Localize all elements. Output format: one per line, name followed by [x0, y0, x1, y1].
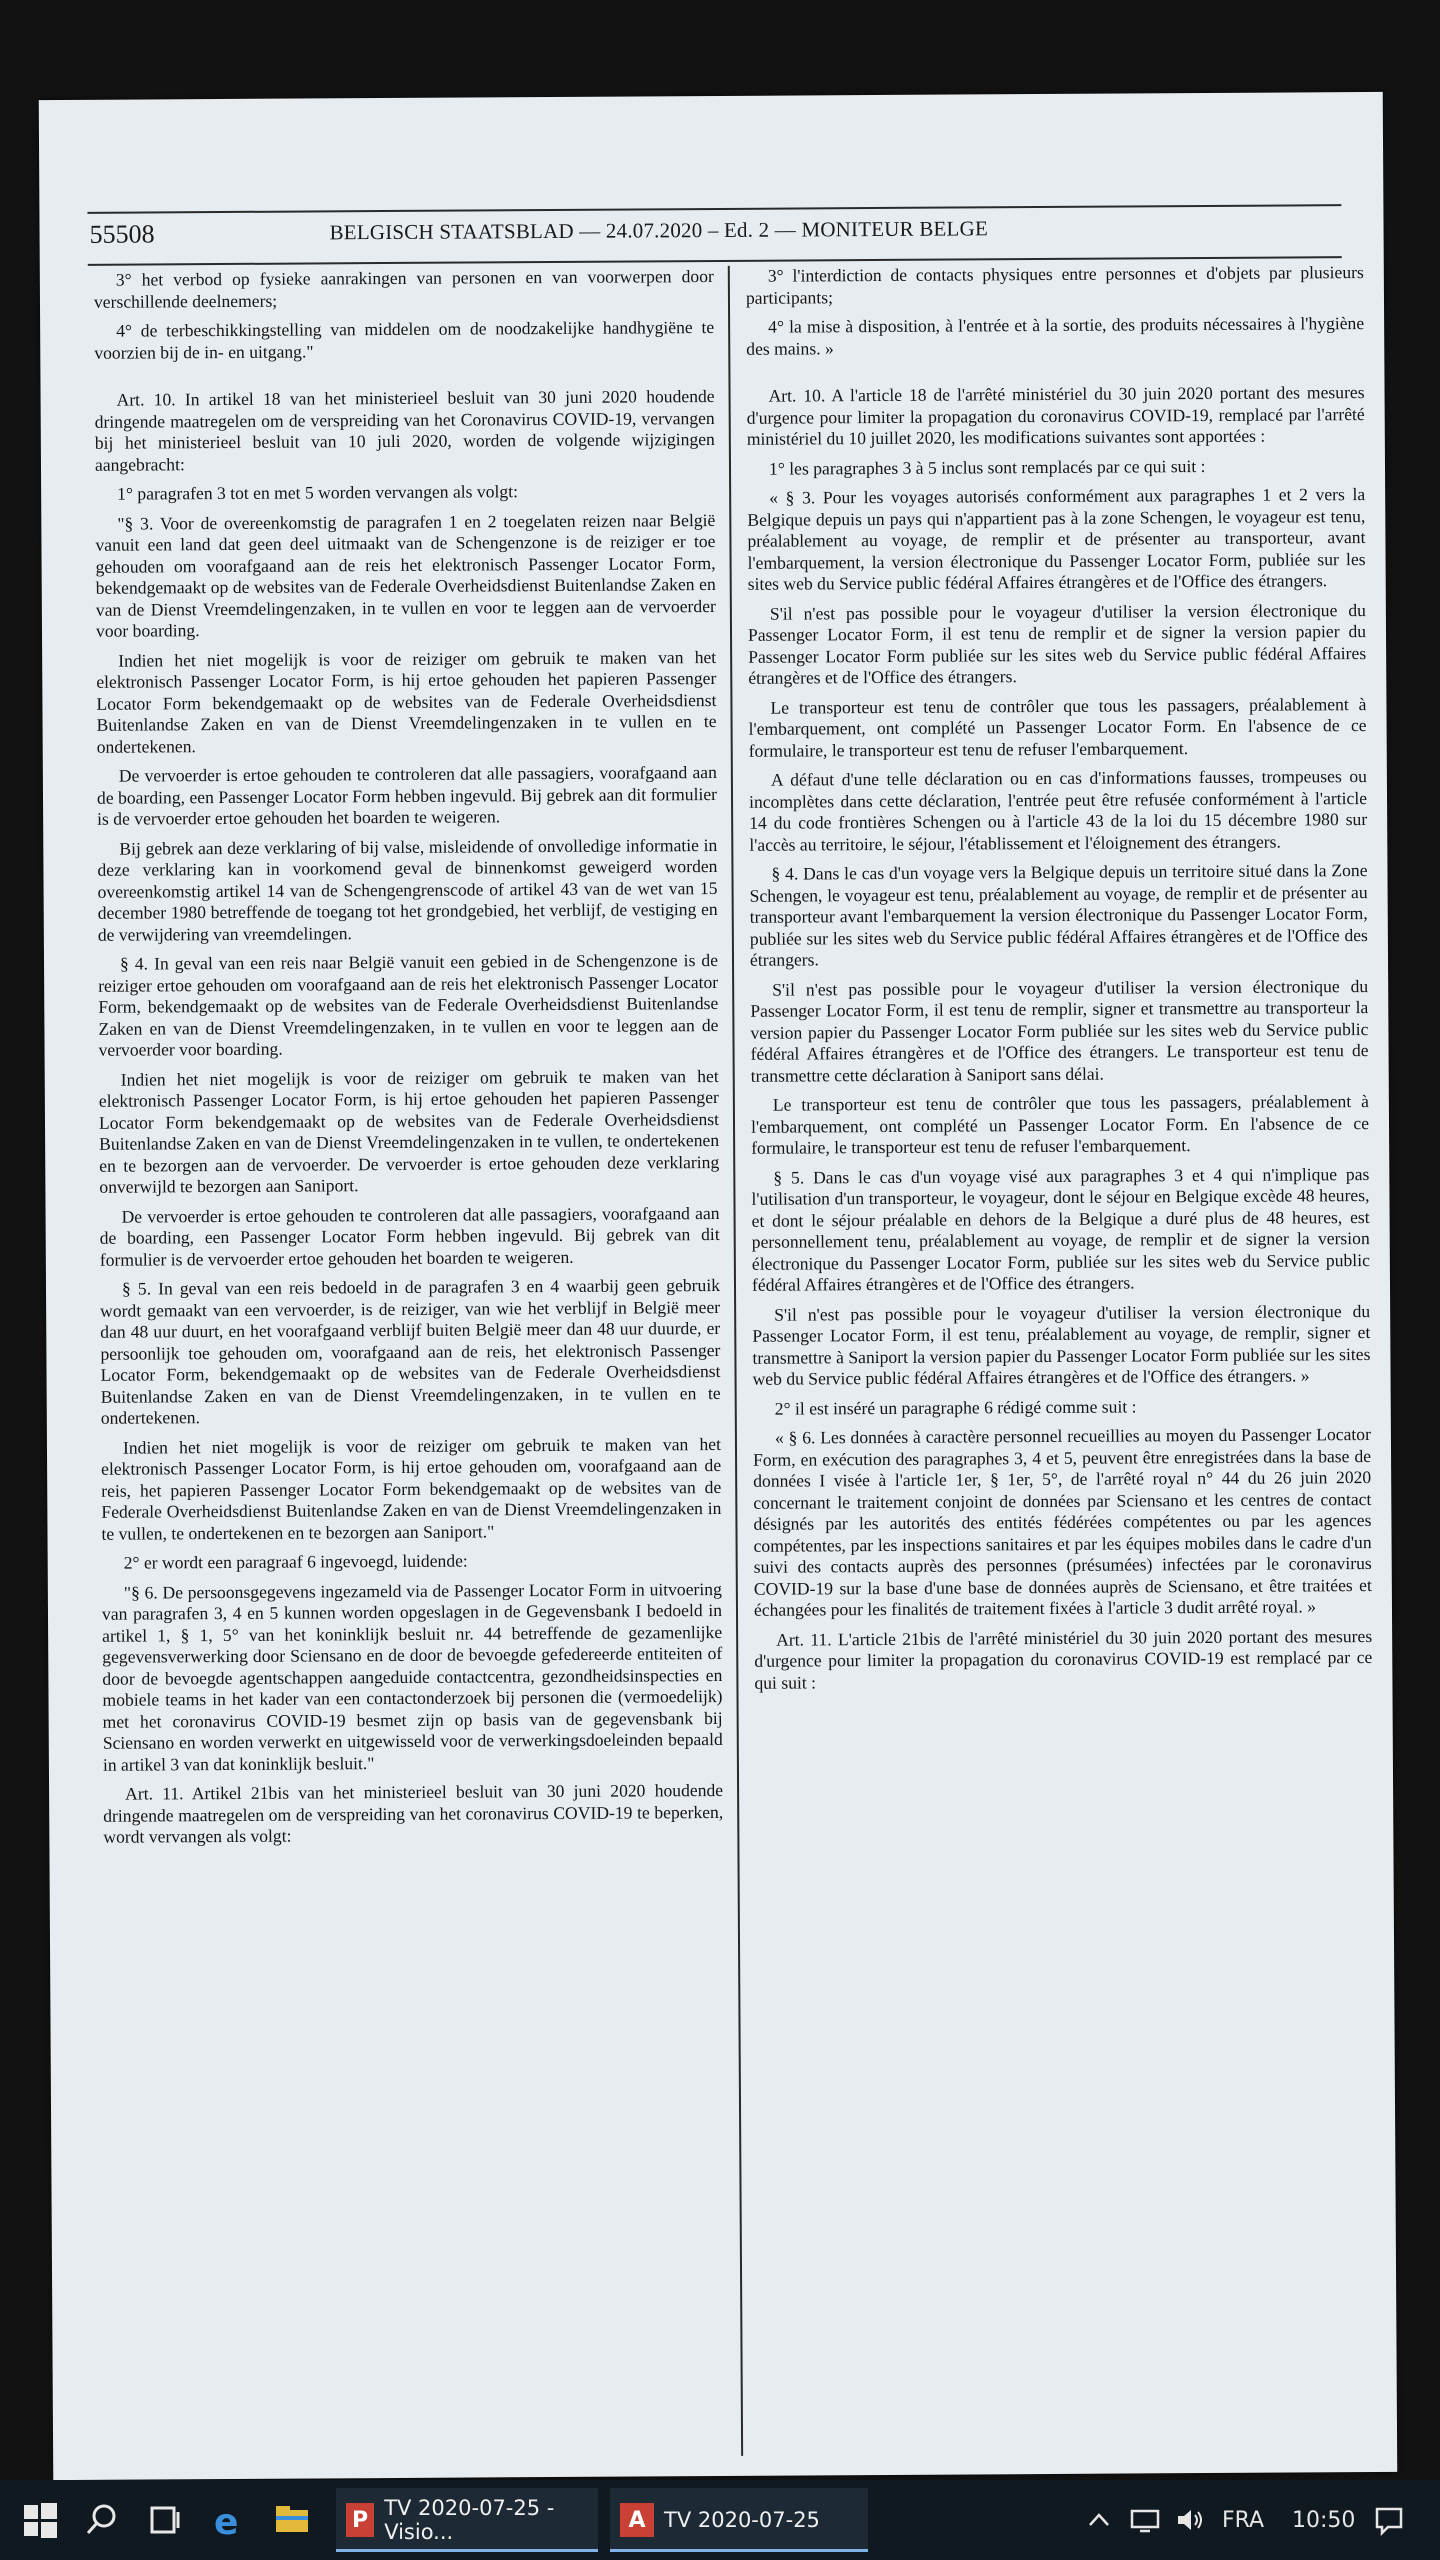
show-hidden-icons[interactable] — [1084, 2480, 1114, 2560]
paragraph-nl: Art. 10. In artikel 18 van het ministerieel besluit van 30 juni 2020 houdende dringende maatregelen om de verspreiding van het Coronavirus COVID-19, vervangen bij het ministerieel besluit van 10 juli 2020, worden de volgende wijzigingen aangebracht: — [94, 386, 715, 475]
language-indicator[interactable]: FRA — [1222, 2507, 1265, 2533]
paragraph-nl: § 5. In geval van een reis bedoeld in de paragrafen 3 en 4 waarbij geen gebruik wordt gemaakt van een vervoerder, is de reiziger, van wie het verblijf in België meer dan 48 uur duurt, en het voorafgaand verblijf buiten België meer dan 48 uur duurde, er persoonlijk toe gehouden om, voorafgaand aan de reis, het elektronisch Passenger Locator Form, bekendgemaakt op de websites van de Federale Overheidsdienst Buitenlandse Zaken en van de Dienst Vreemdelingenzaken, in te vullen en te ondertekenen. — [100, 1274, 721, 1428]
paragraph-fr: 3° l'interdiction de contacts physiques entre personnes et d'objets par plusieurs participants; — [745, 262, 1364, 308]
notification-icon[interactable] — [1372, 2480, 1406, 2560]
window-label: TV 2020-07-25 — [664, 2508, 820, 2532]
paragraph-nl: Indien het niet mogelijk is voor de reiziger om gebruik te maken van het elektronisch Passenger Locator Form, is hij ertoe gehouden het papieren Passenger Locator Form bekendgemaakt op de websites van de Federale Overheidsdienst Buitenlandse Zaken en van de Dienst Vreemdelingenzaken in te vullen, te ondertekenen en te bezorgen aan de vervoerder. De vervoerder is ertoe gehouden deze verklaring onverwijld te bezorgen aan Saniport. — [98, 1065, 720, 1197]
paragraph-nl: "§ 3. Voor de overeenkomstig de paragrafen 1 en 2 toegelaten reizen naar België vanuit een land dat geen deel uitmaakt van de Schengenzone is de reiziger er toe gehouden om voorafgaand aan de reis het elektronisch Passenger Locator Form, bekendgemaakt op de websites van de Federale Overheidsdienst Buitenlandse Zaken en van de Dienst Vreemdelingenzaken, in te vullen en voor te leggen aan de vervoerder voor boarding. — [95, 509, 716, 641]
paragraph-fr: 2° il est inséré un paragraphe 6 rédigé comme suit : — [774, 1395, 1137, 1419]
paragraph-nl: § 4. In geval van een reis naar België vanuit een gebied in de Schengenzone is de reiziger ertoe gehouden om voorafgaand aan de reis het elektronisch Passenger Locator Form, bekendgemaakt op de websites van de Federale Overheidsdienst Buitenlandse Zaken en van de Dienst Vreemdelingenzaken, in te vullen en voor te leggen aan de vervoerder voor boarding. — [98, 949, 719, 1060]
document-page — [39, 92, 1398, 2480]
chevron-up-icon — [1084, 2505, 1114, 2535]
active-indicator — [336, 2549, 598, 2552]
paragraph-fr: Le transporteur est tenu de contrôler que tous les passagers, préalablement à l'embarquement, ont complété un Passenger Locator Form. En l'absence de ce formulaire, le transporteur est tenu de refuser l'embarquement. — [750, 1091, 1370, 1158]
clock[interactable]: 10:50 — [1292, 2507, 1356, 2533]
paragraph-nl: 2° er wordt een paragraaf 6 ingevoegd, luidende: — [123, 1550, 468, 1573]
dutch-column — [94, 266, 727, 2456]
active-indicator — [610, 2549, 868, 2552]
paragraph-fr: S'il n'est pas possible pour le voyageur d'utiliser la version électronique du Passenger Locator Form, il est tenu de remplir et de signer la version papier du Passenger Locator Form publiée sur les sites web du Service public fédéral Affaires étrangères et de l'Office des étrangers. — [747, 599, 1367, 688]
paragraph-nl: Art. 11. Artikel 21bis van het ministerieel besluit van 30 juni 2020 houdende dringende maatregelen om de verspreiding van het coronavirus COVID-19 te beperken, wordt vervangen als volgt: — [103, 1779, 724, 1847]
french-column — [746, 262, 1377, 2452]
edge-icon[interactable] — [204, 2496, 252, 2544]
header-rule-top — [87, 204, 1341, 214]
file-explorer-icon[interactable] — [268, 2496, 316, 2544]
paragraph-nl: De vervoerder is ertoe gehouden te controleren dat alle passagiers, voorafgaand aan de boarding, een Passenger Locator Form hebben ingevuld. Bij gebrek van dit formulier is de vervoerder ertoe gehouden het boarden te weigeren. — [99, 1202, 720, 1270]
paragraph-fr: Art. 10. A l'article 18 de l'arrêté ministériel du 30 juin 2020 portant des mesures d'urgence pour limiter la propagation du coronavirus COVID-19, remplacé par l'arrêté ministériel du 10 juillet 2020, les modifications suivantes sont apportées : — [746, 382, 1365, 449]
taskbar-window-pdf[interactable] — [610, 2488, 868, 2552]
search-icon[interactable] — [78, 2496, 126, 2544]
app-badge: A — [620, 2503, 654, 2537]
app-badge: P — [346, 2503, 374, 2537]
paragraph-fr: § 5. Dans le cas d'un voyage visé aux paragraphes 3 et 4 qui n'implique pas l'utilisation d'un transporteur, le voyageur, dont le séjour en Belgique excède 48 heures, et dont le séjour préalable en dehors de la Belgique a duré plus de 48 heures, est personnellement tenu, préalablement au voyage, de remplir et de signer la version électronique du Passenger Locator Form, publiée sur les sites web du Service public fédéral Affaires étrangères et de l'Office des étrangers. — [751, 1163, 1370, 1295]
paragraph-fr: S'il n'est pas possible pour le voyageur d'utiliser la version électronique du Passenger Locator Form, il est tenu de remplir, signer et transmettre au transporteur la version papier du Passenger Locator Form publiée sur les sites web du Service public fédéral Affaires étrangères et de l'Office des étrangers. Le transporteur est tenu de transmettre cette déclaration à Saniport sans délai. — [750, 975, 1369, 1086]
paragraph-fr: S'il n'est pas possible pour le voyageur d'utiliser la version électronique du Passenger Locator Form, il est tenu, préalablement au voyage, de remplir, signer et transmettre à Saniport la version papier du Passenger Locator Form publiée sur les sites web du Service public fédéral Affaires étrangères et de l'Office des étrangers. » — [752, 1300, 1371, 1389]
volume-icon[interactable] — [1174, 2480, 1208, 2560]
window-label: TV 2020-07-25 - Visio... — [384, 2496, 555, 2544]
paragraph-nl: "§ 6. De persoonsgegevens ingezameld via de Passenger Locator Form in uitvoering van paragrafen 3, 4 en 5 kunnen worden opgeslagen in de Gegevensbank I bedoeld in artikel 1, § 1, 5° van het koninklijk besluit nr. 44 betreffende de gezamenlijke gegevensverwerking door Sciensano en de door de bevoegde gefedereerde entiteiten of door de bevoegde agentschappen aangeduide contactcentra, gezondheidsinspecties en mobiele teams in het kader van een contactonderzoek bij personen die (vermoedelijk) met het coronavirus COVID-19 besmet zijn op basis van de gegevensbank bij Sciensano en worden verwerkt en uitgewisseld voor de verwerkingsdoeleinden bepaald in artikel 3 van dat koninklijk besluit." — [101, 1578, 723, 1775]
column-divider — [728, 266, 743, 2456]
paragraph-nl: 1° paragrafen 3 tot en met 5 worden vervangen als volgt: — [117, 481, 519, 504]
paragraph-fr: 4° la mise à disposition, à l'entrée et à la sortie, des produits nécessaires à l'hygiène des mains. » — [746, 313, 1365, 359]
windows-start-icon[interactable] — [16, 2496, 64, 2544]
paragraph-fr: « § 3. Pour les voyages autorisés conformément aux paragraphes 1 et 2 vers la Belgique depuis un pays qui n'appartient pas à la zone Schengen, le voyageur est tenu, préalablement au voyage, de remplir et de présenter au transporteur, avant l'embarquement, la version électronique du Passenger Locator Form, publiée sur les sites web du Service public fédéral Affaires étrangères et de l'Office des étrangers. — [747, 484, 1366, 594]
paragraph-fr: Art. 11. L'article 21bis de l'arrêté ministériel du 30 juin 2020 portant des mesures d'urgence pour limiter la propagation du coronavirus COVID-19 est remplacé par ce qui suit : — [754, 1625, 1373, 1693]
paragraph-fr: 1° les paragraphes 3 à 5 inclus sont remplacés par ce qui suit : — [768, 455, 1206, 479]
paragraph-nl: 3° het verbod op fysieke aanrakingen van personen en van voorwerpen door verschillende deelnemers; — [93, 266, 714, 312]
paragraph-nl: Bij gebrek aan deze verklaring of bij valse, misleidende of onvolledige informatie in deze verklaring kan in voorkomend geval de binnenkomst geweigerd worden overeenkomstig artikel 14 van de Schengengrenscode of artikel 43 van de wet van 15 december 1980 betreffende de toegang tot het grondgebied, het verblijf, de vestiging en de verwijdering van vreemdelingen. — [97, 834, 718, 945]
svg-text:e: e — [214, 2502, 239, 2543]
network-icon[interactable] — [1128, 2480, 1162, 2560]
paragraph-nl: De vervoerder is ertoe gehouden te controleren dat alle passagiers, voorafgaand aan de boarding, een Passenger Locator Form hebben ingevuld. Bij gebrek aan dit formulier is de vervoerder ertoe gehouden het boarden te weigeren. — [96, 761, 718, 829]
taskbar-window-visio[interactable] — [336, 2488, 598, 2552]
paragraph-nl: Indien het niet mogelijk is voor de reiziger om gebruik te maken van het elektronisch Passenger Locator Form, is hij ertoe gehouden het papieren Passenger Locator Form bekendgemaakt op de websites van de Federale Overheidsdienst Buitenlandse Zaken en van de Dienst Vreemdelingenzaken in te vullen en te ondertekenen. — [96, 646, 717, 757]
paragraph-nl: Indien het niet mogelijk is voor de reiziger om gebruik te maken van het elektronisch Passenger Locator Form, is hij ertoe gehouden om, voorafgaand aan de reis, het papieren Passenger Locator Form bekendgemaakt op de websites van de Federale Overheidsdienst Buitenlandse Zaken en van de Dienst Vreemdelingenzaken in te vullen, te ondertekenen en te bezorgen aan Saniport." — [101, 1433, 722, 1544]
taskbar — [0, 2480, 1440, 2560]
paragraph-fr: « § 6. Les données à caractère personnel recueillies au moyen du Passenger Locator Form, en exécution des paragraphes 3, 4 et 5, peuvent être enregistrées dans la base de données I visée à l'article 1er, § 1er, 5°, de l'arrêté royal n° 44 du 26 juin 2020 concernant le traitement conjoint de données par Sciensano et les centres de contact désignés par les autorités des entités fédérées compétentes ou par les agences compétentes, par les inspections sanitaires et par les équipes mobiles dans le cadre d'un suivi des contacts auprès des personnes (présumées) infectées par le coronavirus COVID-19 sur la base d'une base de données auprès de Sciensano, et être traitées et échangées pour les finalités de traitement fixées à l'article 3 dudit arrêté royal. » — [752, 1424, 1372, 1620]
page-number: 55508 — [89, 219, 155, 249]
paragraph-fr: Le transporteur est tenu de contrôler que tous les passagers, préalablement à l'embarquement, ont complété un Passenger Locator Form. En l'absence de ce formulaire, le transporteur est tenu de refuser l'embarquement. — [748, 693, 1367, 761]
task-view-icon[interactable] — [140, 2496, 188, 2544]
paragraph-fr: A défaut d'une telle déclaration ou en cas d'informations fausses, trompeuses ou incomplètes dans cette déclaration, l'entrée peut être refusée conformément à l'article 14 du code frontières Schengen ou à l'article 43 de la loi du 15 décembre 1980 sur l'accès au territoire, le séjour, l'établissement et l'éloignement des étrangers. — [748, 766, 1368, 855]
running-head: BELGISCH STAATSBLAD — 24.07.2020 – Ed. 2 — MONITEUR BELGE — [329, 216, 989, 245]
paragraph-nl: 4° de terbeschikkingstelling van middelen om de noodzakelijke handhygiëne te voorzien bij de in- en uitgang." — [94, 317, 715, 363]
paragraph-fr: § 4. Dans le cas d'un voyage vers la Belgique depuis un territoire situé dans la Zone Schengen, le voyageur est tenu, préalablement au voyage, de remplir et de présenter au transporteur avant l'embarquement la version électronique du Passenger Locator Form, publiée sur les sites web du Service public fédéral Affaires étrangères et de l'Office des étrangers. — [749, 860, 1368, 970]
